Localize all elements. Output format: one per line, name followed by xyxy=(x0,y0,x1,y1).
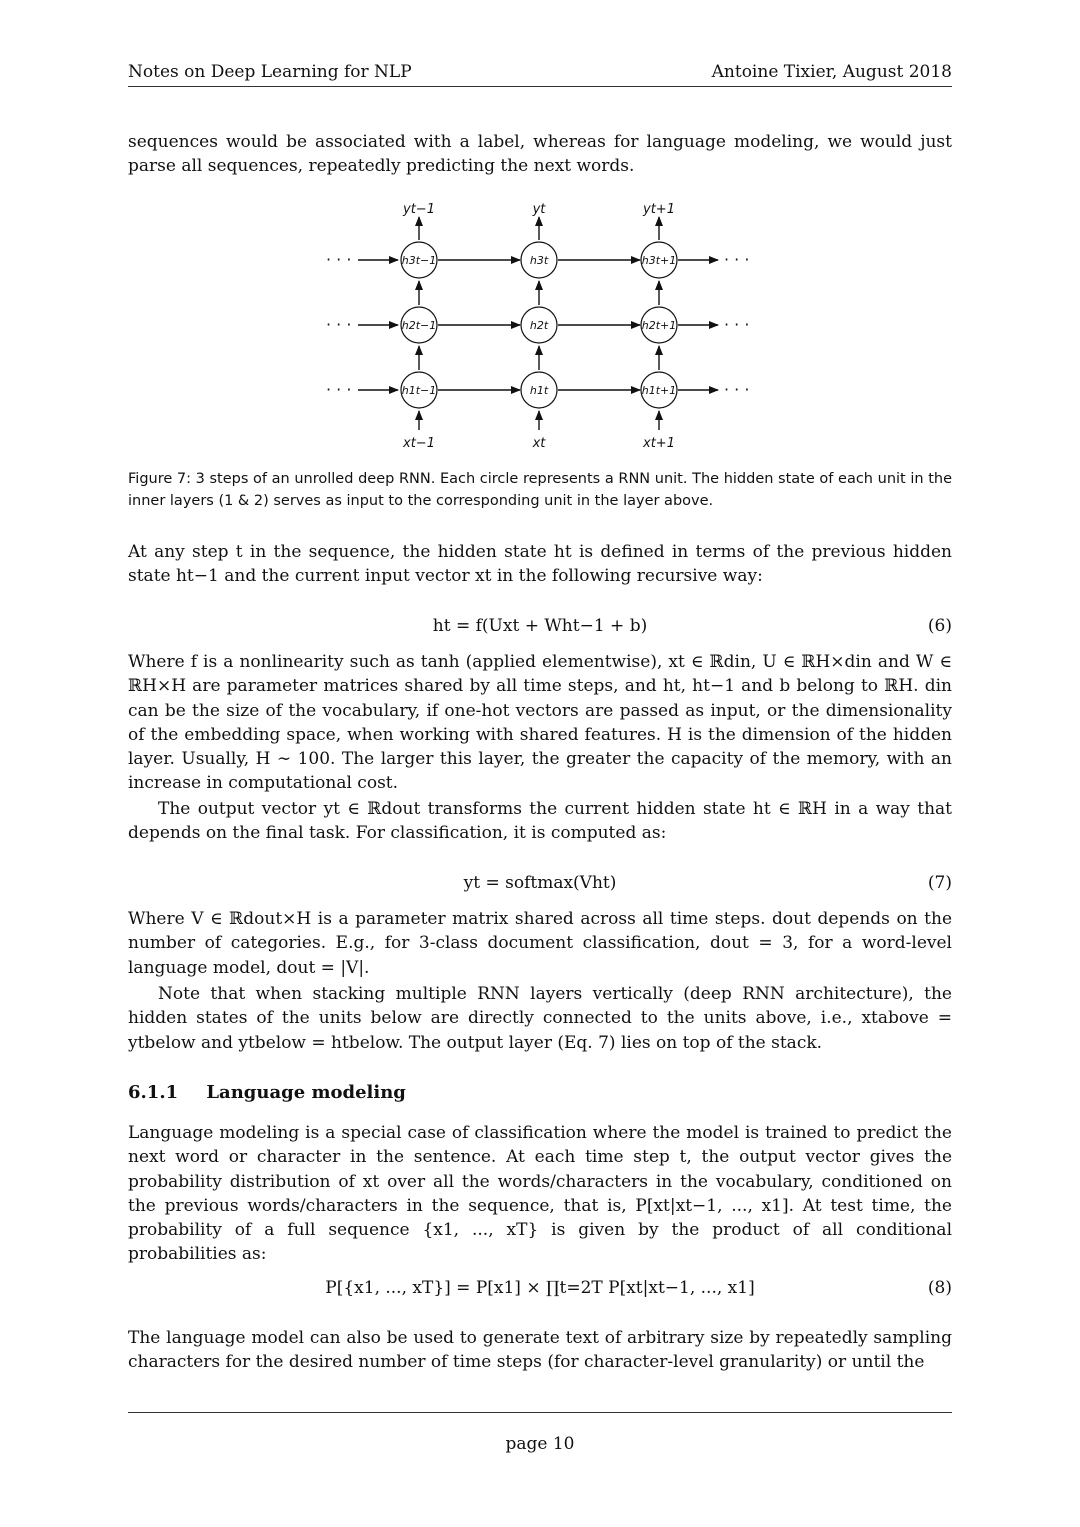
label-h2-t: h2t xyxy=(529,319,549,332)
input-x-t: xt xyxy=(532,436,546,451)
running-header xyxy=(128,62,952,82)
paragraph-language-modeling: Language modeling is a special case of classification where the model is trained to predict the next word or character in the sentence. At each time step t, the output vector gives the probability distribution of xt over all the words/characters in the vocabulary, conditioned on the previous words/characters in the sequence, that is, P[xt|xt−1, ..., x1]. At test time, the probability of a full sequence {x1, ..., xT} is given by the product of all conditional probabilities as: xyxy=(128,1123,952,1265)
label-h3-t+1: h3t+1 xyxy=(641,254,677,267)
ellipsis-left-l3: · · · xyxy=(326,250,352,269)
input-x-t-1: xt−1 xyxy=(403,436,435,451)
deep-rnn-figure xyxy=(300,195,780,457)
output-y-t-1: yt−1 xyxy=(403,202,435,217)
label-h2-t+1: h2t+1 xyxy=(641,319,677,332)
equation-8-text: P[{x1, ..., xT}] = P[x1] × ∏t=2T P[xt|xt−1, ..., x1] xyxy=(325,1278,755,1298)
paragraph-stacking: Note that when stacking multiple RNN layers vertically (deep RNN architecture), the hidden states of the units below are directly connected to the units above, i.e., xtabove = ytbelow and ytbelow = htbelow. The output layer (Eq. 7) lies on top of the stack. xyxy=(128,984,952,1053)
ellipsis-right-l3: · · · xyxy=(724,250,750,269)
ellipsis-left-l2: · · · xyxy=(326,315,352,334)
header-title: Notes on Deep Learning for NLP xyxy=(128,62,412,82)
paragraph-hidden-state: At any step t in the sequence, the hidden state ht is defined in terms of the previous hidden state ht−1 and the current input vector xt in the following recursive way: xyxy=(128,542,952,587)
paragraph-output-matrix: Where V ∈ ℝdout×H is a parameter matrix shared across all time steps. dout depends on the number of categories. E.g., for 3-class document classification, dout = 3, for a word-level language model, dout = |V|. xyxy=(128,909,952,978)
label-h1-t-1: h1t−1 xyxy=(401,384,437,397)
label-h1-t+1: h1t+1 xyxy=(641,384,677,397)
equation-8 xyxy=(128,1278,952,1304)
ellipsis-left-l1: · · · xyxy=(326,380,352,399)
equation-6-number: (6) xyxy=(927,616,952,636)
equation-7 xyxy=(128,873,952,899)
header-author-date: Antoine Tixier, August 2018 xyxy=(711,62,952,82)
footer-rule xyxy=(128,1412,952,1413)
intro-paragraph: sequences would be associated with a label, whereas for language modeling, we would just parse all sequences, repeatedly predicting the next words. xyxy=(128,132,952,177)
ellipsis-right-l2: · · · xyxy=(724,315,750,334)
equation-7-text: yt = softmax(Vht) xyxy=(463,873,617,893)
page-number: page 10 xyxy=(505,1434,575,1454)
paragraph-output-vector: The output vector yt ∈ ℝdout transforms the current hidden state ht ∈ ℝH in a way that depends on the final task. For classification, it is computed as: xyxy=(128,799,952,844)
header-rule xyxy=(128,86,952,87)
output-y-t: yt xyxy=(532,202,546,217)
paragraph-parameters: Where f is a nonlinearity such as tanh (applied elementwise), xt ∈ ℝdin, U ∈ ℝH×din and W ∈ ℝH×H are parameter matrices shared by all time steps, and ht, ht−1 and b belong to ℝH. din can be the size of the vocabulary, if one-hot vectors are passed as input, or the dimensionality of the embedding space, when working with shared features. H is the dimension of the hidden layer. Usually, H ∼ 100. The larger this layer, the greater the capacity of the memory, with an increase in computational cost. xyxy=(128,652,952,794)
ellipsis-right-l1: · · · xyxy=(724,380,750,399)
label-h1-t: h1t xyxy=(529,384,549,397)
section-heading xyxy=(128,1082,406,1103)
label-h3-t-1: h3t−1 xyxy=(401,254,437,267)
figure-caption: Figure 7: 3 steps of an unrolled deep RNN. Each circle represents a RNN unit. The hidden state of each unit in the inner layers (1 & 2) serves as input to the corresponding unit in the layer above. xyxy=(128,471,952,509)
label-h2-t-1: h2t−1 xyxy=(401,319,437,332)
label-h3-t: h3t xyxy=(529,254,549,267)
equation-7-number: (7) xyxy=(927,873,952,893)
paragraph-generation: The language model can also be used to generate text of arbitrary size by repeatedly sampling characters for the desired number of time steps (for character-level granularity) or until the xyxy=(128,1328,952,1373)
section-title: Language modeling xyxy=(206,1082,406,1103)
section-number: 6.1.1 xyxy=(128,1082,179,1103)
input-x-t+1: xt+1 xyxy=(643,436,675,451)
equation-8-number: (8) xyxy=(927,1278,952,1298)
output-y-t+1: yt+1 xyxy=(643,202,675,217)
equation-6-text: ht = f(Uxt + Wht−1 + b) xyxy=(432,616,648,636)
equation-6 xyxy=(128,616,952,642)
